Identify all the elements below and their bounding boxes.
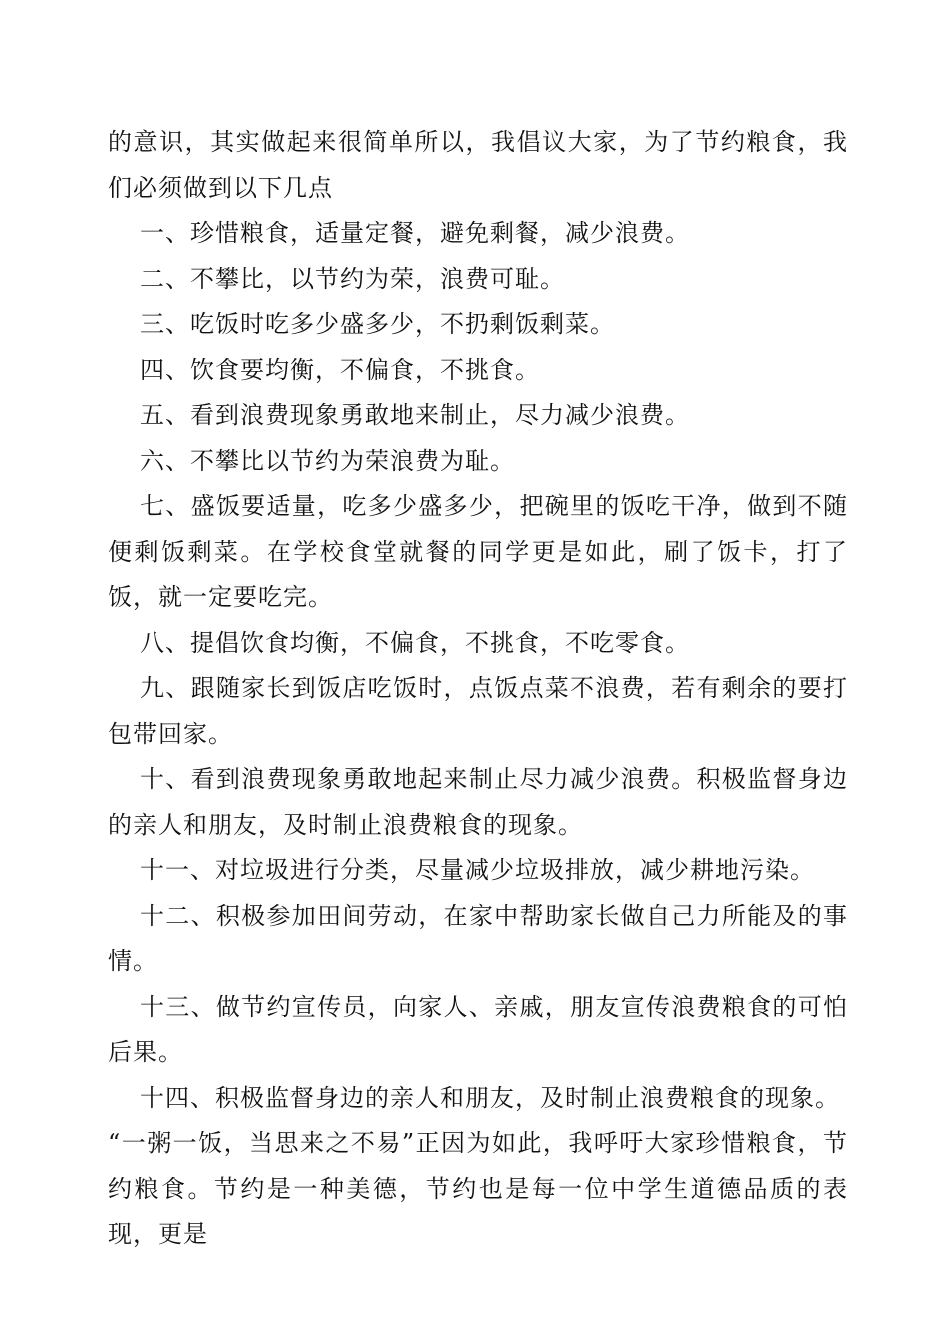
paragraph-closing: “一粥一饭，当思来之不易”正因为如此，我呼吁大家珍惜粮食，节约粮食。节约是一种美德，节约也是每一位中学生道德品质的表现，更是 [108,1129,848,1248]
paragraph-item-6: 六、不攀比以节约为荣浪费为耻。 [140,446,515,475]
paragraph-item-1: 一、珍惜粮食，适量定餐，避免剩餐，减少浪费。 [140,219,690,247]
paragraph-intro: 的意识，其实做起来很简单所以，我倡议大家，为了节约粮食，我们必须做到以下几点 [108,128,848,202]
paragraph-item-7: 七、盛饭要适量，吃多少盛多少，把碗里的饭吃干净，做到不随便剩饭剩菜。在学校食堂就餐的同学更是如此，刷了饭卡，打了饭，就一定要吃完。 [108,492,848,611]
paragraph-item-4: 四、饮食要均衡，不偏食，不挑食。 [140,355,540,384]
paragraph-item-5: 五、看到浪费现象勇敢地来制止，尽力减少浪费。 [140,401,690,429]
paragraph-item-2: 二、不攀比，以节约为荣，浪费可耻。 [140,264,565,293]
paragraph-item-14: 十四、积极监督身边的亲人和朋友，及时制止浪费粮食的现象。 [140,1083,840,1112]
paragraph-item-8: 八、提倡饮食均衡，不偏食，不挑食，不吃零食。 [140,628,690,657]
paragraph-item-13: 十三、做节约宣传员，向家人、亲戚，朋友宣传浪费粮食的可怕后果。 [108,992,848,1066]
paragraph-item-3: 三、吃饭时吃多少盛多少，不扔剩饭剩菜。 [140,310,615,338]
paragraph-item-11: 十一、对垃圾进行分类，尽量减少垃圾排放，减少耕地污染。 [140,856,815,884]
paragraph-item-9: 九、跟随家长到饭店吃饭时，点饭点菜不浪费，若有剩余的要打包带回家。 [108,674,848,748]
paragraph-item-12: 十二、积极参加田间劳动，在家中帮助家长做自己力所能及的事情。 [108,901,848,975]
paragraph-item-10: 十、看到浪费现象勇敢地起来制止尽力减少浪费。积极监督身边的亲人和朋友，及时制止浪费粮食的现象。 [108,765,848,839]
document-body [108,120,848,1258]
